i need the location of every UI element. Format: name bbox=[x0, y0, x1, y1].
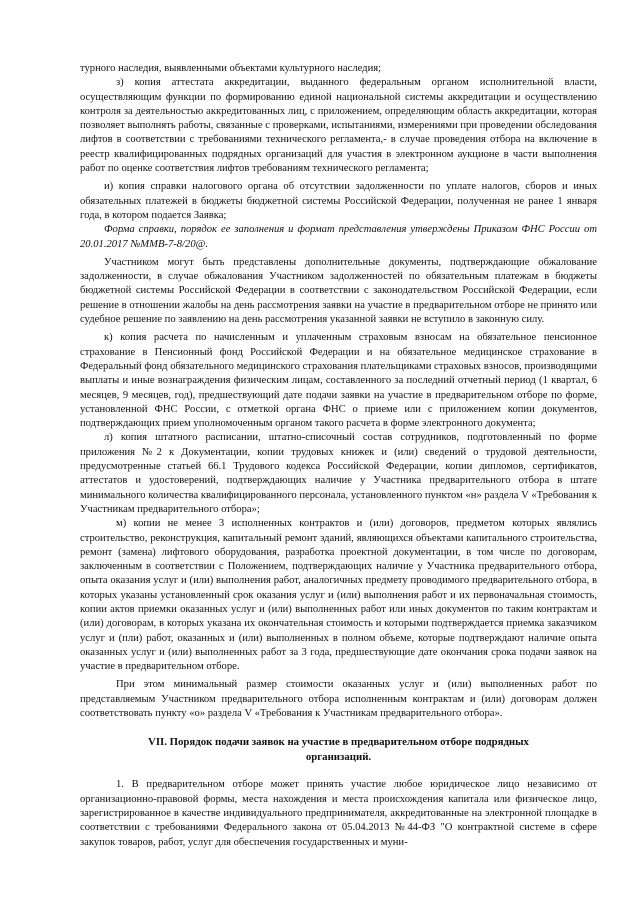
paragraph-i-tax-certificate: и) копия справки налогового органа об отсутствии задолженности по уплате налогов, сборов и иных обязательных платежей в бюджеты бюджетной системы Российской Федерации, полученная не ранее 1 января года, в котором подается Заявка; bbox=[80, 181, 597, 221]
document-page bbox=[80, 62, 597, 850]
paragraph-z-accreditation: з) копия аттестата аккредитации, выданного федеральным органом исполнительной власти, осуществляющим функции по формированию единой национальной системы аккредитации и осуществлению контроля за деятельностью аккредитованных лиц, с приложением, определяющим область аккредитации, которая позволяет выполнять работы, связанные с проверками, испытаниями, измерениями при проведении обследования лифтов в соответствии с требованиями технического регламента,- в случае проведения отбора на включение в реестр квалифицированных подрядных организаций для участия в электронном аукционе в части выполнения работ по оценке соответствия лифтов требованиям технического регламента; bbox=[80, 77, 597, 175]
paragraph-m-contracts: м) копии не менее 3 исполненных контрактов и (или) договоров, предметом которых являлись строительство, реконструкция, капитальный ремонт зданий, являющихся объектами капитального строительства, ремонт (замена) лифтового оборудования, разработка проектной документации, в том числе по договорам, заключенным в соответствии с Положением, подтверждающих наличие у Участника предварительного отбора, опыта оказания услуг и (или) выполнения работ, аналогичных предмету проводимого предварительного отбора, в которых указаны установленный срок оказания услуг и (или) выполнения работ и их первоначальная стоимость, копии актов приемки оказанных услуг и (или) выполненных работ или иных документов по таким контрактам и (или) договорам, в которых указана их окончательная стоимость и которыми подтверждается приемка заказчиком услуг и (пли) работ, оказанных и (или) выполненных в полном объеме, которые подтверждают наличие опыта оказанных услуг и (или) выполненных работ за 3 года, предшествующие дате окончания срока подачи заявок на участие в предварительном отборе. bbox=[80, 518, 597, 673]
paragraph-minimum-cost: При этом минимальный размер стоимости оказанных услуг и (или) выполненных работ по представляемым Участником предварительного отбора исполненным контрактам и (или) договорам должен соответствовать пункту «о» раздела V «Требования к Участникам предварительного отбора». bbox=[80, 679, 597, 720]
paragraph-additional-documents: Участником могут быть представлены дополнительные документы, подтверждающие обжалование задолженности, в случае обжалования Участником задолженностей по обязательным платежам в бюджеты бюджетной системы Российской Федерации в соответствии с законодательством Российской Федерации, если решение в отношении жалобы на день рассмотрения заявки на участие в предварительном отборе не принято или судебное решение по заявлению на день рассмотрения указанной заявки не вступило в законную силу. bbox=[80, 256, 597, 326]
paragraph-l-staff-schedule: л) копия штатного расписании, штатно-списочный состав сотрудников, подготовленный по форме приложения №2 к Документации, копии трудовых книжек и (или) сведений о трудовой деятельности, предусмотренные статьей 66.1 Трудового кодекса Российской Федерации, копии дипломов, сертификатов, аттестатов и удостоверений, подтверждающих наличие у Участника предварительного отбора в штате минимального количества квалифицированного персонала, установленного пунктом «н» раздела V «Требования к Участникам предварительного отбора»; bbox=[80, 432, 597, 515]
paragraph-1-participants: 1. В предварительном отборе может принять участие любое юридическое лицо независимо от организационно-правовой формы, места нахождения и места происхождения капитала или физическое лицо, зарегистрированное в качестве индивидуального предпринимателя, аккредитованные на электронной площадке в соответствии с требованиями Федерального закона от 05.04.2013 №44-ФЗ "О контрактной системе в сфере закупок товаров, работ, услуг для обеспечения государственных и муни- bbox=[80, 779, 597, 848]
section-heading-vii: VII. Порядок подачи заявок на участие в предварительном отборе подрядных организаций. bbox=[148, 736, 529, 763]
paragraph-tax-form-note: Форма справки, порядок ее заполнения и формат представления утверждены Приказом ФНС России от 20.01.2017 №ММВ-7-8/20@. bbox=[80, 224, 597, 250]
paragraph-k-insurance-calculation: к) копия расчета по начисленным и уплаченным страховым взносам на обязательное пенсионное страхование в Пенсионный фонд Российской Федерации и на обязательное медицинское страхование в Федеральный фонд обязательного медицинского страхования плательщиками страховых взносов, производящими выплаты и иные вознаграждения физическим лицам, составленного за последний отчетный период (1 квартал, 6 месяцев, 9 месяцев, год), предшествующий дате подачи заявки на участие в предварительном отборе по форме, установленной ФНС России, с отметкой органа ФНС о приеме или с приложением копии документов, подтверждающих прием уполномоченным органом такого расчета в форме электронного документа; bbox=[80, 332, 597, 430]
paragraph-heritage-end: турного наследия, выявленными объектами культурного наследия; bbox=[80, 63, 382, 74]
